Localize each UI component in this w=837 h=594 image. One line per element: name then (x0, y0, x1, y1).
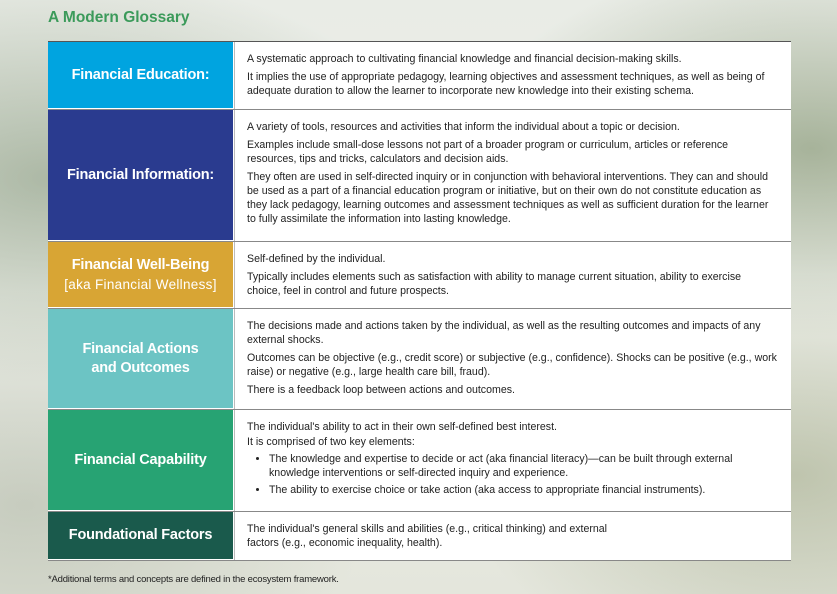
footnote: *Additional terms and concepts are defined in the ecosystem framework. (48, 574, 339, 585)
term-financial-actions (48, 309, 234, 409)
term-label: Financial Information: (66, 166, 215, 183)
definition-paragraph: Self-defined by the individual. (247, 253, 386, 265)
definition-paragraph: Examples include small-dose lessons not part of a broader program or curriculum, articles or reference resources, tips and tricks, calculators and decision aids. (247, 139, 729, 165)
definition-paragraph: Typically includes elements such as satisfaction with ability to manage current situation, ability to exercise choice, feel in control and future prospects. (247, 271, 742, 297)
definition-paragraph: There is a feedback loop between actions and outcomes. (247, 384, 515, 396)
definition-foundational-factors (234, 512, 791, 560)
glossary-row-financial-well-being (48, 242, 791, 309)
definition-paragraph: The decisions made and actions taken by the individual, as well as the resulting outcomes and impacts of any external shocks. (247, 320, 761, 346)
definition-financial-well-being (234, 242, 791, 308)
term-label: Financial Well-Being (71, 256, 210, 273)
definition-paragraph: A systematic approach to cultivating financial knowledge and financial decision-making skills. (247, 53, 682, 65)
term-label: Financial Education: (71, 66, 210, 83)
term-financial-well-being (48, 242, 234, 308)
definition-financial-information (234, 110, 791, 241)
glossary-row-financial-information (48, 110, 791, 242)
glossary-row-financial-actions (48, 309, 791, 410)
definition-paragraph: It implies the use of appropriate pedagogy, learning objectives and assessment techniques, as well as being of adequate duration to allow the learner to incorporate new knowledge into their existing schema. (247, 71, 765, 97)
definition-paragraph: The individual's ability to act in their own self-defined best interest. (247, 421, 557, 433)
term-financial-education (48, 42, 234, 109)
glossary-row-foundational-factors (48, 512, 791, 561)
term-foundational-factors (48, 512, 234, 560)
glossary-table (48, 41, 791, 561)
definition-paragraph: It is comprised of two key elements: (247, 436, 415, 448)
term-label: Financial Actions (82, 340, 199, 357)
glossary-row-financial-education (48, 42, 791, 110)
definition-financial-education (234, 42, 791, 109)
definition-financial-actions (234, 309, 791, 409)
term-financial-information (48, 110, 234, 241)
term-label: Financial Capability (74, 451, 207, 468)
glossary-row-financial-capability (48, 410, 791, 512)
list-item: • The ability to exercise choice or take action (aka access to appropriate financial instruments). (269, 483, 777, 497)
definition-paragraph: Outcomes can be objective (e.g., credit score) or subjective (e.g., confidence). Shocks can be positive (e.g., work raise) or negative (e.g., large health care bill, fraud). (247, 352, 777, 378)
definition-paragraph: A variety of tools, resources and activities that inform the individual about a topic or decision. (247, 121, 680, 133)
page-title: A Modern Glossary (48, 9, 190, 26)
term-sublabel: [aka Financial Wellness] (64, 276, 217, 292)
definition-paragraph: The individual's general skills and abilities (e.g., critical thinking) and external factors (e.g., economic inequality, health). (247, 523, 608, 549)
definition-bullet-list (247, 452, 777, 497)
definition-paragraph: They often are used in self-directed inquiry or in conjunction with behavioral interventions. They can and should be used as a part of a financial education program or initiative, but on their own do not constitute education as they lack pedagogy, learning outcomes and assessment techniques as well as sufficient duration for the learner to fully assimilate the information into lasting knowledge. (247, 171, 769, 225)
term-label-line2: and Outcomes (91, 359, 190, 376)
term-label: Foundational Factors (68, 527, 213, 543)
term-financial-capability (48, 410, 234, 511)
list-item: • The knowledge and expertise to decide or act (aka financial literacy)—can be built through external knowledge interventions or self-directed inquiry and experience. (269, 452, 777, 480)
definition-financial-capability (234, 410, 791, 511)
